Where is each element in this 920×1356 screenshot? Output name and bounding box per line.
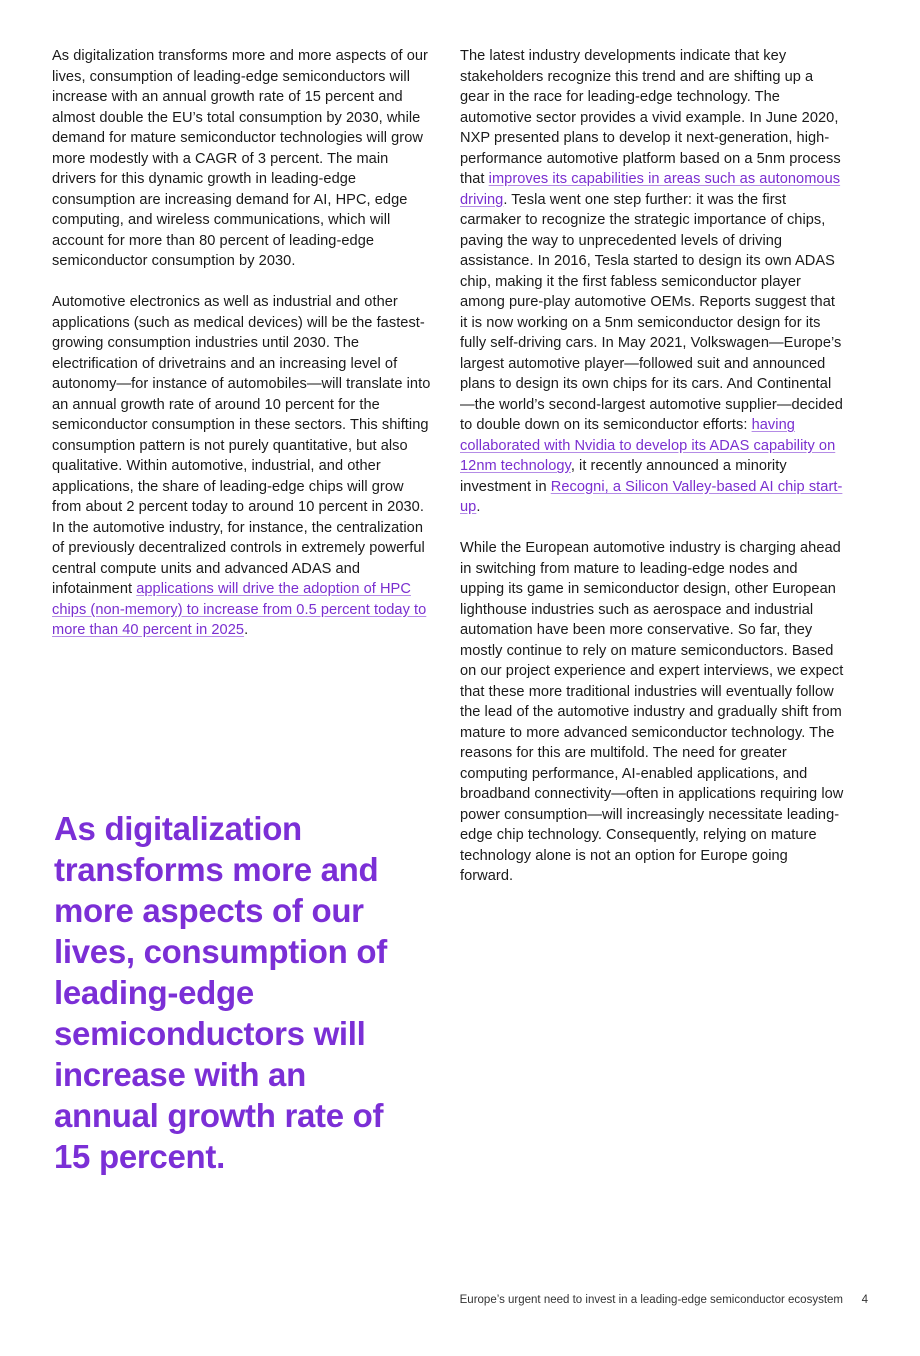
recogni-link[interactable]: Recogni, a Silicon Valley-based AI chip start-up [460, 478, 843, 515]
right-column [460, 46, 844, 907]
left-column [52, 46, 436, 661]
continental-nvidia-link[interactable]: having collaborated with Nvidia to develop its ADAS capability on 12nm technology [460, 417, 836, 474]
pull-quote: As digitalization transforms more and more aspects of our lives, consumption of leading-edge semiconductors will increase with an annual growth rate of 15 percent. [54, 810, 387, 1175]
nxp-autonomous-driving-link[interactable]: improves its capabilities in areas such as autonomous driving [460, 171, 841, 208]
left-paragraph-2 [52, 292, 436, 641]
right-paragraph-2: While the European automotive industry is charging ahead in switching from mature to leading-edge nodes and upping its game in semiconductor design, other European lighthouse industries such as aerospace and industrial automation have been more conservative. So far, they mostly continue to rely on mature semiconductors. Based on our project experience and expert interviews, we expect that these more traditional industries will eventually follow the lead of the automotive industry and gradually shift from mature to more advanced semiconductor technology. The reasons for this are multifold. The need for greater computing performance, AI-enabled applications, and broadband connectivity—often in applications requiring low power consumption—will increasingly necessitate leading-edge chip technology. Consequently, relying on mature technology alone is not an option for Europe going forward. [460, 540, 844, 884]
right-paragraph-1 [460, 46, 844, 518]
left-paragraph-1: As digitalization transforms more and more aspects of our lives, consumption of leading-edge semiconductors will increase with an annual growth rate of 15 percent and almost double the EU’s total consumption by 2030, while demand for mature semiconductor technologies will grow more modestly with a CAGR of 3 percent. The main drivers for this dynamic growth in leading-edge consumption are increasing demand for AI, HPC, edge computing, and wireless communications, which will account for more than 80 percent of leading-edge semiconductor consumption by 2030. [52, 48, 428, 269]
footer-title: Europe’s urgent need to invest in a leading-edge semiconductor ecosystem [459, 1294, 843, 1306]
right-paragraph-1-text-a: The latest industry developments indicate that key stakeholders recognize this trend and are shifting up a gear in the race for leading-edge technology. The automotive sector provides a vivid example. In June 2020, NXP presented plans to develop it next-generation, high-performance automotive platform based on a 5nm process that [460, 48, 841, 187]
hpc-adoption-link[interactable]: applications will drive the adoption of HPC chips (non-memory) to increase from 0.5 percent today to more than 40 percent in 2025 [52, 581, 427, 638]
right-paragraph-1-text-d: . [476, 499, 481, 515]
left-paragraph-2-end: . [244, 622, 249, 638]
right-paragraph-1-text-c: , it recently announced a minority investment in [460, 458, 787, 495]
left-paragraph-2-text: Automotive electronics as well as industrial and other applications (such as medical devices) will be the fastest-growing consumption industries until 2030. The electrification of drivetrains and an increasing level of autonomy—for instance of automobiles—will translate into an annual growth rate of around 10 percent for the semiconductor consumption in these sectors. This shifting consumption pattern is not purely quantitative, but also qualitative. Within automotive, industrial, and other applications, the share of leading-edge chips will grow from about 2 percent today to around 10 percent in 2030. In the automotive industry, for instance, the centralization of previously decentralized controls in extremely powerful central compute units and advanced ADAS and infotainment [52, 294, 431, 597]
page-number: 4 [861, 1294, 868, 1306]
right-paragraph-1-text-b: . Tesla went one step further: it was the first carmaker to recognize the strategic importance of chips, paving the way to unprecedented levels of driving assistance. In 2016, Tesla started to design its own ADAS chip, making it the first fabless semiconductor player among pure-play automotive OEMs. Reports suggest that it is now working on a 5nm semiconductor design for its fully self-driving cars. In May 2021, Volkswagen—Europe’s largest automotive player—followed suit and announced plans to design its own chips for its cars. And Continental—the world’s second-largest automotive supplier—decided to double down on its semiconductor efforts: [460, 191, 843, 433]
